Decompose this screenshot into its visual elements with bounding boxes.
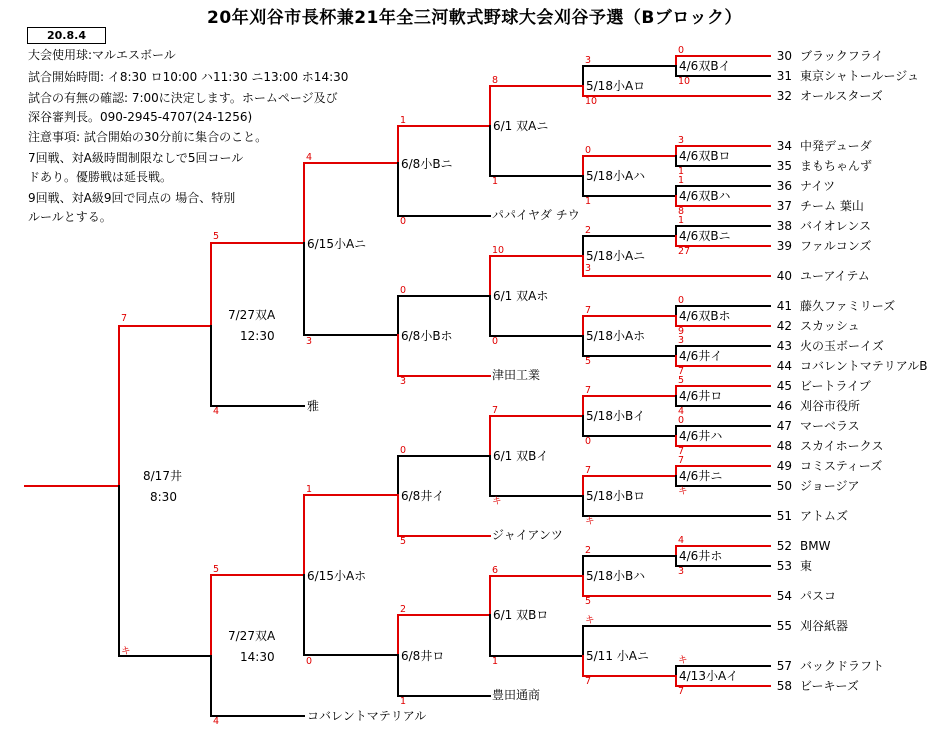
- team-name: ジョージア: [800, 479, 860, 493]
- team-number: 35: [776, 159, 792, 173]
- game-label: 4/6井ハ: [679, 429, 723, 443]
- team-number: 50: [776, 479, 792, 493]
- score: 4: [213, 716, 220, 727]
- score: 9: [678, 326, 685, 337]
- score: 1: [585, 196, 592, 207]
- info-line: 大会使用球:マルエスボール: [28, 48, 176, 62]
- team-name: 刈谷市役所: [800, 399, 861, 413]
- score: 4: [213, 406, 220, 417]
- game-label: 4/13小Aイ: [679, 669, 739, 683]
- team-name: コミスティーズ: [800, 459, 883, 473]
- team-name: チーム 葉山: [800, 199, 864, 213]
- date-box: 20.8.4: [27, 27, 106, 44]
- team-number: 42: [776, 319, 792, 333]
- team-number: 51: [776, 509, 792, 523]
- team-name: バックドラフト: [800, 659, 885, 673]
- score: キ: [678, 655, 688, 666]
- score: キ: [121, 646, 131, 657]
- score: 0: [585, 145, 592, 156]
- team-name: 刈谷紙器: [800, 619, 849, 633]
- score: 1: [400, 696, 407, 707]
- score: 27: [678, 246, 691, 257]
- score: 10: [585, 96, 598, 107]
- score: 10: [492, 245, 505, 256]
- team-number: 49: [776, 459, 792, 473]
- team-name: オールスターズ: [800, 89, 883, 103]
- score: 7: [121, 313, 128, 324]
- team-number: 40: [776, 269, 792, 283]
- game-label: 6/8井ロ: [401, 649, 445, 663]
- info-line: ルールとする。: [28, 210, 112, 224]
- team-number: 30: [776, 49, 792, 63]
- team-name: 火の玉ボーイズ: [800, 339, 884, 353]
- game-label: 6/15小Aニ: [307, 237, 367, 251]
- game-label: 6/1 双Bイ: [493, 449, 549, 463]
- team-number: 46: [776, 399, 792, 413]
- final-label: 8/17井: [143, 469, 182, 483]
- team-name: ビーキーズ: [800, 679, 859, 693]
- game-time: 14:30: [240, 650, 275, 664]
- team-number: 47: [776, 419, 792, 433]
- score: 5: [213, 231, 220, 242]
- game-label: 5/18小Aハ: [586, 169, 646, 183]
- team-name: ブラックフライ: [800, 49, 884, 63]
- score: 7: [585, 676, 592, 687]
- team-number: 45: [776, 379, 792, 393]
- team-number: 55: [776, 619, 792, 633]
- mid-team-name: 豊田通商: [492, 688, 541, 702]
- team-number: 48: [776, 439, 792, 453]
- score: 0: [678, 415, 685, 426]
- mid-team-name: ジャイアンツ: [492, 528, 563, 542]
- team-number: 44: [776, 359, 792, 373]
- team-name: マーベラス: [800, 419, 860, 433]
- team-number: 31: [776, 69, 792, 83]
- game-label: 4/6双Bホ: [679, 309, 731, 323]
- score: 3: [678, 135, 685, 146]
- score: キ: [585, 615, 595, 626]
- info-line: 深谷審判長。090-2945-4707(24-1256): [28, 110, 253, 124]
- team-number: 58: [776, 679, 792, 693]
- info-line: 7回戦、対A級時間制限なしで5回コール: [28, 151, 244, 165]
- score: 8: [492, 75, 499, 86]
- score: 3: [678, 335, 685, 346]
- score: 3: [585, 55, 592, 66]
- score: 1: [678, 215, 685, 226]
- game-label: 5/11 小Aニ: [586, 649, 649, 663]
- info-line: 注意事項: 試合開始の30分前に集合のこと。: [28, 130, 268, 144]
- team-number: 41: [776, 299, 792, 313]
- game-label: 4/6双Bイ: [679, 59, 731, 73]
- game-label: 5/18小Bロ: [586, 489, 646, 503]
- game-label: 6/1 双Aニ: [493, 119, 549, 133]
- game-label: 7/27双A: [228, 629, 276, 643]
- score: 4: [678, 406, 685, 417]
- score: 3: [400, 376, 407, 387]
- team-name: スカッシュ: [800, 319, 860, 333]
- team-name: スカイホークス: [800, 439, 884, 453]
- score: 0: [678, 295, 685, 306]
- team-number: 39: [776, 239, 792, 253]
- info-line: ドあり。優勝戦は延長戦。: [28, 170, 173, 184]
- score: 1: [492, 656, 499, 667]
- team-name: まもちゃんず: [800, 159, 873, 173]
- team-number: 43: [776, 339, 792, 353]
- game-label: 5/18小Aロ: [586, 79, 646, 93]
- score: 3: [306, 336, 313, 347]
- score: 1: [400, 115, 407, 126]
- score: 1: [678, 175, 685, 186]
- game-label: 5/18小Aホ: [586, 329, 646, 343]
- game-label: 4/6双Bロ: [679, 149, 731, 163]
- team-number: 38: [776, 219, 792, 233]
- game-label: 4/6双Bハ: [679, 189, 731, 203]
- game-time: 12:30: [240, 329, 275, 343]
- team-number: 34: [776, 139, 792, 153]
- game-label: 6/8小Bホ: [401, 329, 453, 343]
- score: 0: [400, 285, 407, 296]
- final-time: 8:30: [150, 490, 177, 504]
- score: 1: [306, 484, 313, 495]
- team-name: ナイツ: [800, 179, 836, 193]
- score: 5: [678, 375, 685, 386]
- game-label: 4/6井イ: [679, 349, 723, 363]
- score: 7: [678, 686, 685, 697]
- score: 0: [678, 45, 685, 56]
- team-name: 東: [800, 559, 813, 573]
- mid-team-name: 津田工業: [492, 368, 541, 382]
- game-label: 5/18小Bイ: [586, 409, 646, 423]
- game-label: 4/6井ホ: [679, 549, 723, 563]
- game-label: 5/18小Aニ: [586, 249, 646, 263]
- team-name: アトムズ: [800, 509, 849, 523]
- score: 7: [678, 366, 685, 377]
- game-label: 4/6井ロ: [679, 389, 723, 403]
- mid-team-name: パパイヤダ チウ: [492, 208, 580, 222]
- game-label: 6/8井イ: [401, 489, 445, 503]
- score: 0: [400, 216, 407, 227]
- team-number: 32: [776, 89, 792, 103]
- team-number: 37: [776, 199, 792, 213]
- team-name: 藤久ファミリーズ: [800, 299, 896, 313]
- score: 4: [306, 152, 313, 163]
- game-label: 7/27双A: [228, 308, 276, 322]
- info-line: 9回戦、対A級9回で同点の 場合、特別: [28, 191, 236, 205]
- score: 7: [585, 465, 592, 476]
- score: 7: [492, 405, 499, 416]
- info-line: 試合開始時間: イ8:30 ロ10:00 ハ11:30 ニ13:00 ホ14:30: [28, 70, 349, 84]
- team-number: 57: [776, 659, 792, 673]
- score: 1: [492, 176, 499, 187]
- mid-team-name: コバレントマテリアル: [307, 709, 427, 723]
- score: 10: [678, 76, 691, 87]
- team-number: 36: [776, 179, 792, 193]
- score: キ: [678, 486, 688, 497]
- team-number: 52: [776, 539, 792, 553]
- game-label: 4/6井ニ: [679, 469, 723, 483]
- team-name: ファルコンズ: [800, 239, 872, 253]
- game-label: 6/8小Bニ: [401, 157, 453, 171]
- score: 2: [585, 225, 592, 236]
- score: 1: [678, 166, 685, 177]
- score: 0: [585, 436, 592, 447]
- page-title: 20年刈谷市長杯兼21年全三河軟式野球大会刈谷予選（Bブロック）: [207, 8, 742, 28]
- score: 3: [678, 566, 685, 577]
- team-name: バイオレンス: [800, 219, 871, 233]
- team-name: ユーアイテム: [800, 269, 870, 283]
- score: 5: [213, 564, 220, 575]
- score: 7: [585, 305, 592, 316]
- score: 6: [492, 565, 499, 576]
- game-label: 4/6双Bニ: [679, 229, 731, 243]
- team-name: パスコ: [800, 589, 837, 603]
- score: 7: [585, 385, 592, 396]
- team-name: BMW: [800, 539, 831, 553]
- team-name: コバレントマテリアルB: [800, 359, 928, 373]
- score: 2: [400, 604, 407, 615]
- score: 8: [678, 206, 685, 217]
- score: キ: [492, 496, 502, 507]
- score: 7: [678, 455, 685, 466]
- score: 7: [678, 446, 685, 457]
- score: 5: [585, 356, 592, 367]
- score: 2: [585, 545, 592, 556]
- score: 0: [492, 336, 499, 347]
- score: 3: [585, 263, 592, 274]
- mid-team-name: 雅: [307, 399, 320, 413]
- score: キ: [585, 516, 595, 527]
- score: 0: [400, 445, 407, 456]
- team-name: ビートライブ: [800, 379, 871, 393]
- team-number: 53: [776, 559, 792, 573]
- info-line: 試合の有無の確認: 7:00に決定します。ホームページ及び: [28, 91, 338, 105]
- team-number: 54: [776, 589, 792, 603]
- score: 5: [400, 536, 407, 547]
- score: 5: [585, 596, 592, 607]
- game-label: 6/15小Aホ: [307, 569, 367, 583]
- team-name: 東京シャトールージュ: [800, 69, 920, 83]
- team-name: 中発デューダ: [800, 139, 872, 153]
- game-label: 6/1 双Bロ: [493, 608, 549, 622]
- game-label: 5/18小Bハ: [586, 569, 646, 583]
- game-label: 6/1 双Aホ: [493, 289, 549, 303]
- score: 4: [678, 535, 685, 546]
- score: 0: [306, 656, 313, 667]
